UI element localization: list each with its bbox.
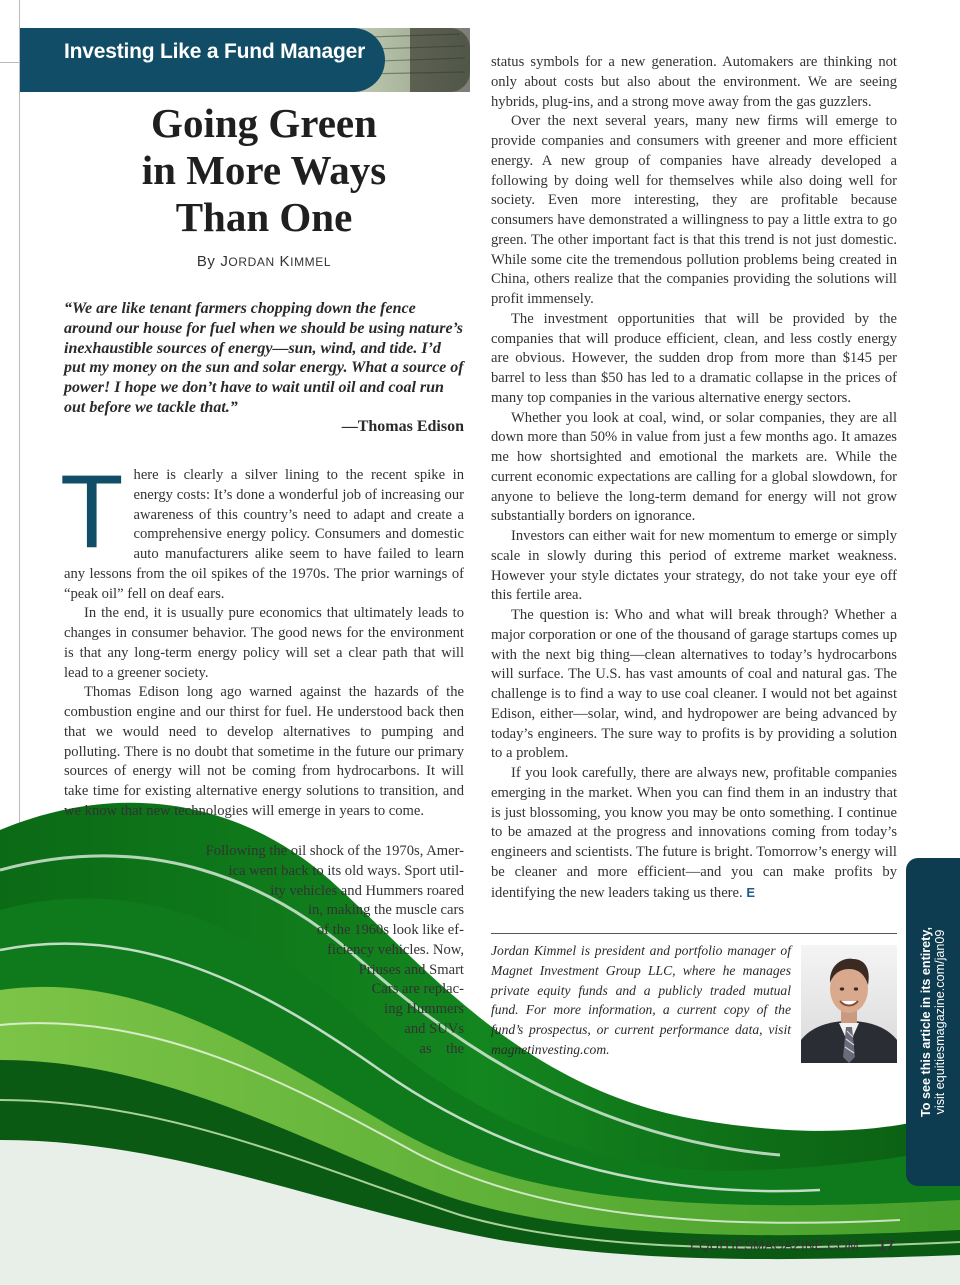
body-paragraph: The investment opportunities that will be provided by the companies that will produce efficient, clean, and less costly energy are obvious. However, the sudden drop from more than $145 per barrel to less than $50 has led to a dramatic collapse in the prices of many top companies in the various alternative energy sectors.	[491, 310, 897, 406]
body-paragraph: Thomas Edison long ago warned against the hazards of the combustion engine and our thirst for fuel. He understood back then that we would need to develop alternatives to pumping and polluting. There is no doubt that sometime in the future our primary sources of energy will not be coming from hydrocarbons. It will take time for existing alternative energy solutions to transition, and we know that new technologies will emerge in years to come.	[64, 684, 464, 819]
left-column	[60, 454, 464, 822]
author-first-initial: J	[220, 253, 229, 270]
stair-line: as the	[419, 1040, 464, 1057]
byline	[64, 253, 464, 270]
article-title	[64, 100, 464, 241]
stair-line: Priuses and Smart	[358, 961, 464, 978]
right-column	[491, 53, 897, 903]
author-photo	[801, 945, 897, 1063]
title-line: Going Green	[151, 100, 377, 146]
author-last-initial: K	[279, 253, 291, 270]
author-last-rest: IMMEL	[290, 255, 332, 269]
stair-line: ficiency vehicles. Now,	[327, 941, 464, 958]
stair-line: Following the oil shock of the 1970s, Amer-	[205, 843, 464, 859]
side-tab-line-1: To see this article in its entirety,	[919, 927, 933, 1117]
footer-site: EQUITIESMAGAZINE.COM	[690, 1238, 859, 1253]
stair-line: ica went back to its old ways. Sport util-	[228, 862, 464, 879]
final-text: If you look carefully, there are always new, profitable companies emerging in the market. When you can find them in an industry that is just blossoming, you know you may be onto something. I continue to be amazed at the progress and innovations coming from today’s engineers and scientists. The future is bright. Tomorrow’s energy will be cleaner and more efficient—and you can make profits by identifying the new leaders taking us there.	[491, 765, 897, 901]
title-line: in More Ways	[141, 147, 387, 193]
stair-line: and SUVs	[404, 1020, 464, 1037]
author-first-rest: ORDAN	[228, 255, 275, 269]
side-tab-link[interactable]: visit equitiesmagazine.com/jan09	[933, 929, 947, 1115]
body-paragraph: Over the next several years, many new firms will emerge to provide companies and consumers with greener and more efficient energy. A new group of companies have already developed a following by doing well for themselves while also doing well for society. Even more interesting, they are profitable because consumers have demonstrated a willingness to pay a little extra to go green. The other important fact is that this trend is not just domestic. While some cite the tremendous pollution problems being created in China, others realize that the companies providing the solutions will profit immensely.	[491, 113, 897, 307]
side-tab-text	[919, 927, 947, 1117]
title-line: Than One	[175, 194, 353, 240]
body-paragraph: The question is: Who and what will break through? Whether a major corporation or one of the thousand of garage startups comes up with the next big thing—clean alternatives to today’s hydrocarbons will surface. The U.S. has vast amounts of coal and natural gas. The challenge is to find a way to use coal cleaner. I would not bet against Edison, either—solar, wind, and hydropower are being advanced by today’s engineers. The sure way to profits is by providing a solution to a problem.	[491, 607, 897, 762]
end-mark: E	[746, 884, 755, 900]
stair-line: ity vehicles and Hummers roared	[270, 882, 464, 899]
side-tab[interactable]	[906, 858, 960, 1186]
body-paragraph: here is clearly a silver lining to the recent spike in energy costs: It’s done a wonderful job of increasing our awareness of this country’s need to adapt and create a comprehensive energy policy. Consumers and domestic auto manufacturers alike seem to have failed to learn any lessons from the oil spikes of the 1970s. The prior warnings of “peak oil” fell on deaf ears.	[64, 467, 464, 602]
byline-prefix: By	[196, 253, 216, 270]
stair-line: in, making the muscle cars	[307, 902, 464, 919]
page-number: 17	[878, 1237, 895, 1254]
stair-line: Cars are replac-	[371, 981, 464, 998]
stair-text	[64, 842, 464, 1059]
edison-quote: “We are like tenant farmers chopping down the fence around our house for fuel when we should be using nature’s inexhaustible sources of energy—sun, wind, and tide. I’d put my money on the sun and solar energy. What a source of power! I hope we don’t have to wait until oil and coal run out before we tackle that.”	[64, 300, 464, 416]
body-paragraph: status symbols for a new generation. Automakers are thinking not only about costs but also about the environment. We are seeing hybrids, plug-ins, and a strong move away from the gas guzzlers.	[491, 54, 897, 110]
drop-cap: T	[60, 454, 124, 570]
stair-line: ing Hummers	[384, 1001, 464, 1017]
stair-line: of the 1960s look like ef-	[316, 922, 464, 938]
body-paragraph: In the end, it is usually pure economics that ultimately leads to changes in consumer behavior. The good news for the environment is that any long-term energy policy will set a clear path that will lead to a greener society.	[64, 605, 464, 681]
body-paragraph-final	[491, 764, 897, 903]
quote-attribution: —Thomas Edison	[341, 418, 464, 435]
section-title: Investing Like a Fund Manager	[64, 40, 366, 63]
author-bio: Jordan Kimmel is president and portfolio manager of Magnet Investment Group LLC, where he manages private equity funds and a publicly traded mutual fund. For more information, a current copy of the fund’s prospectus, or current performance data, visit magnetinvesting.com.	[491, 943, 791, 1057]
bio-divider	[491, 933, 897, 934]
body-paragraph: Whether you look at coal, wind, or solar companies, they are all down more than 50% in value from just a few months ago. It amazes me how shortsighted and emotional the markets are. While the current economic expectations are calling for a global slowdown, for anyone to believe the long-term demand for energy will not grow substantially borders on ignorance.	[491, 409, 897, 525]
body-paragraph: Investors can either wait for new momentum to emerge or simply scale in slowly during this period of extreme market weakness. However your style dictates your strategy, do not take your eye off this fertile area.	[491, 528, 897, 604]
